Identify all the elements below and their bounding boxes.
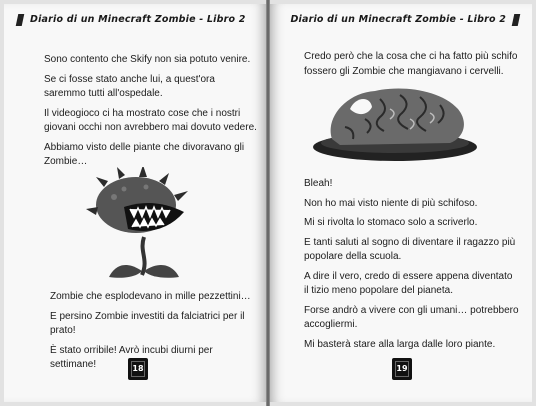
- page-number: 18: [128, 358, 148, 380]
- paragraph: Mi si rivolta lo stomaco solo a scriverlo.: [304, 217, 478, 228]
- header-block-icon: [512, 14, 521, 26]
- paragraph: E tanti saluti al sogno di diventare il ragazzo più popolare della scuola.: [304, 236, 516, 262]
- paragraph: Bleah!: [304, 178, 333, 189]
- brain-on-plate-icon: [310, 79, 480, 164]
- paragraph: Se ci fosse stato anche lui, a quest'ora saremmo tutti all'ospedale.: [44, 73, 215, 99]
- paragraph: Abbiamo visto delle piante che divoravano gli Zombie…: [44, 141, 245, 167]
- paragraph: A dire il vero, credo di essere appena diventato il tizio meno popolare del pianeta.: [304, 270, 513, 296]
- left-text-bottom: [50, 290, 260, 378]
- paragraph: Sono contento che Skify non sia potuto venire.: [44, 54, 251, 65]
- paragraph: Mi basterà stare alla larga dalle loro piante.: [304, 338, 496, 350]
- running-header-left: Diario di un Minecraft Zombie - Libro 2: [30, 14, 246, 25]
- paragraph: Il videogioco ci ha mostrato cose che i nostri giovani occhi non avrebbero mai dovuto vedere.: [44, 107, 257, 133]
- left-page: [4, 4, 266, 402]
- paragraph: E persino Zombie investiti da falciatrici per il prato!: [50, 310, 245, 336]
- right-text-bottom: [304, 177, 519, 357]
- running-header-right: Diario di un Minecraft Zombie - Libro 2: [290, 14, 506, 25]
- paragraph: Non ho mai visto niente di più schifoso.: [304, 197, 478, 209]
- paragraph: Forse andrò a vivere con gli umani… potrebbero accogliermi.: [304, 304, 519, 330]
- paragraph: È stato orribile! Avrò incubi diurni per settimane!: [50, 344, 213, 370]
- paragraph: Credo però che la cosa che ci ha fatto più schifo fossero gli Zombie che mangiavano i cervelli.: [304, 51, 518, 77]
- header-block-icon: [16, 14, 25, 26]
- left-text-top: [44, 53, 259, 175]
- chomper-plant-icon: [84, 167, 199, 282]
- paragraph: Zombie che esplodevano in mille pezzettini…: [50, 291, 251, 302]
- page-number: 19: [392, 358, 412, 380]
- right-page: [270, 4, 532, 402]
